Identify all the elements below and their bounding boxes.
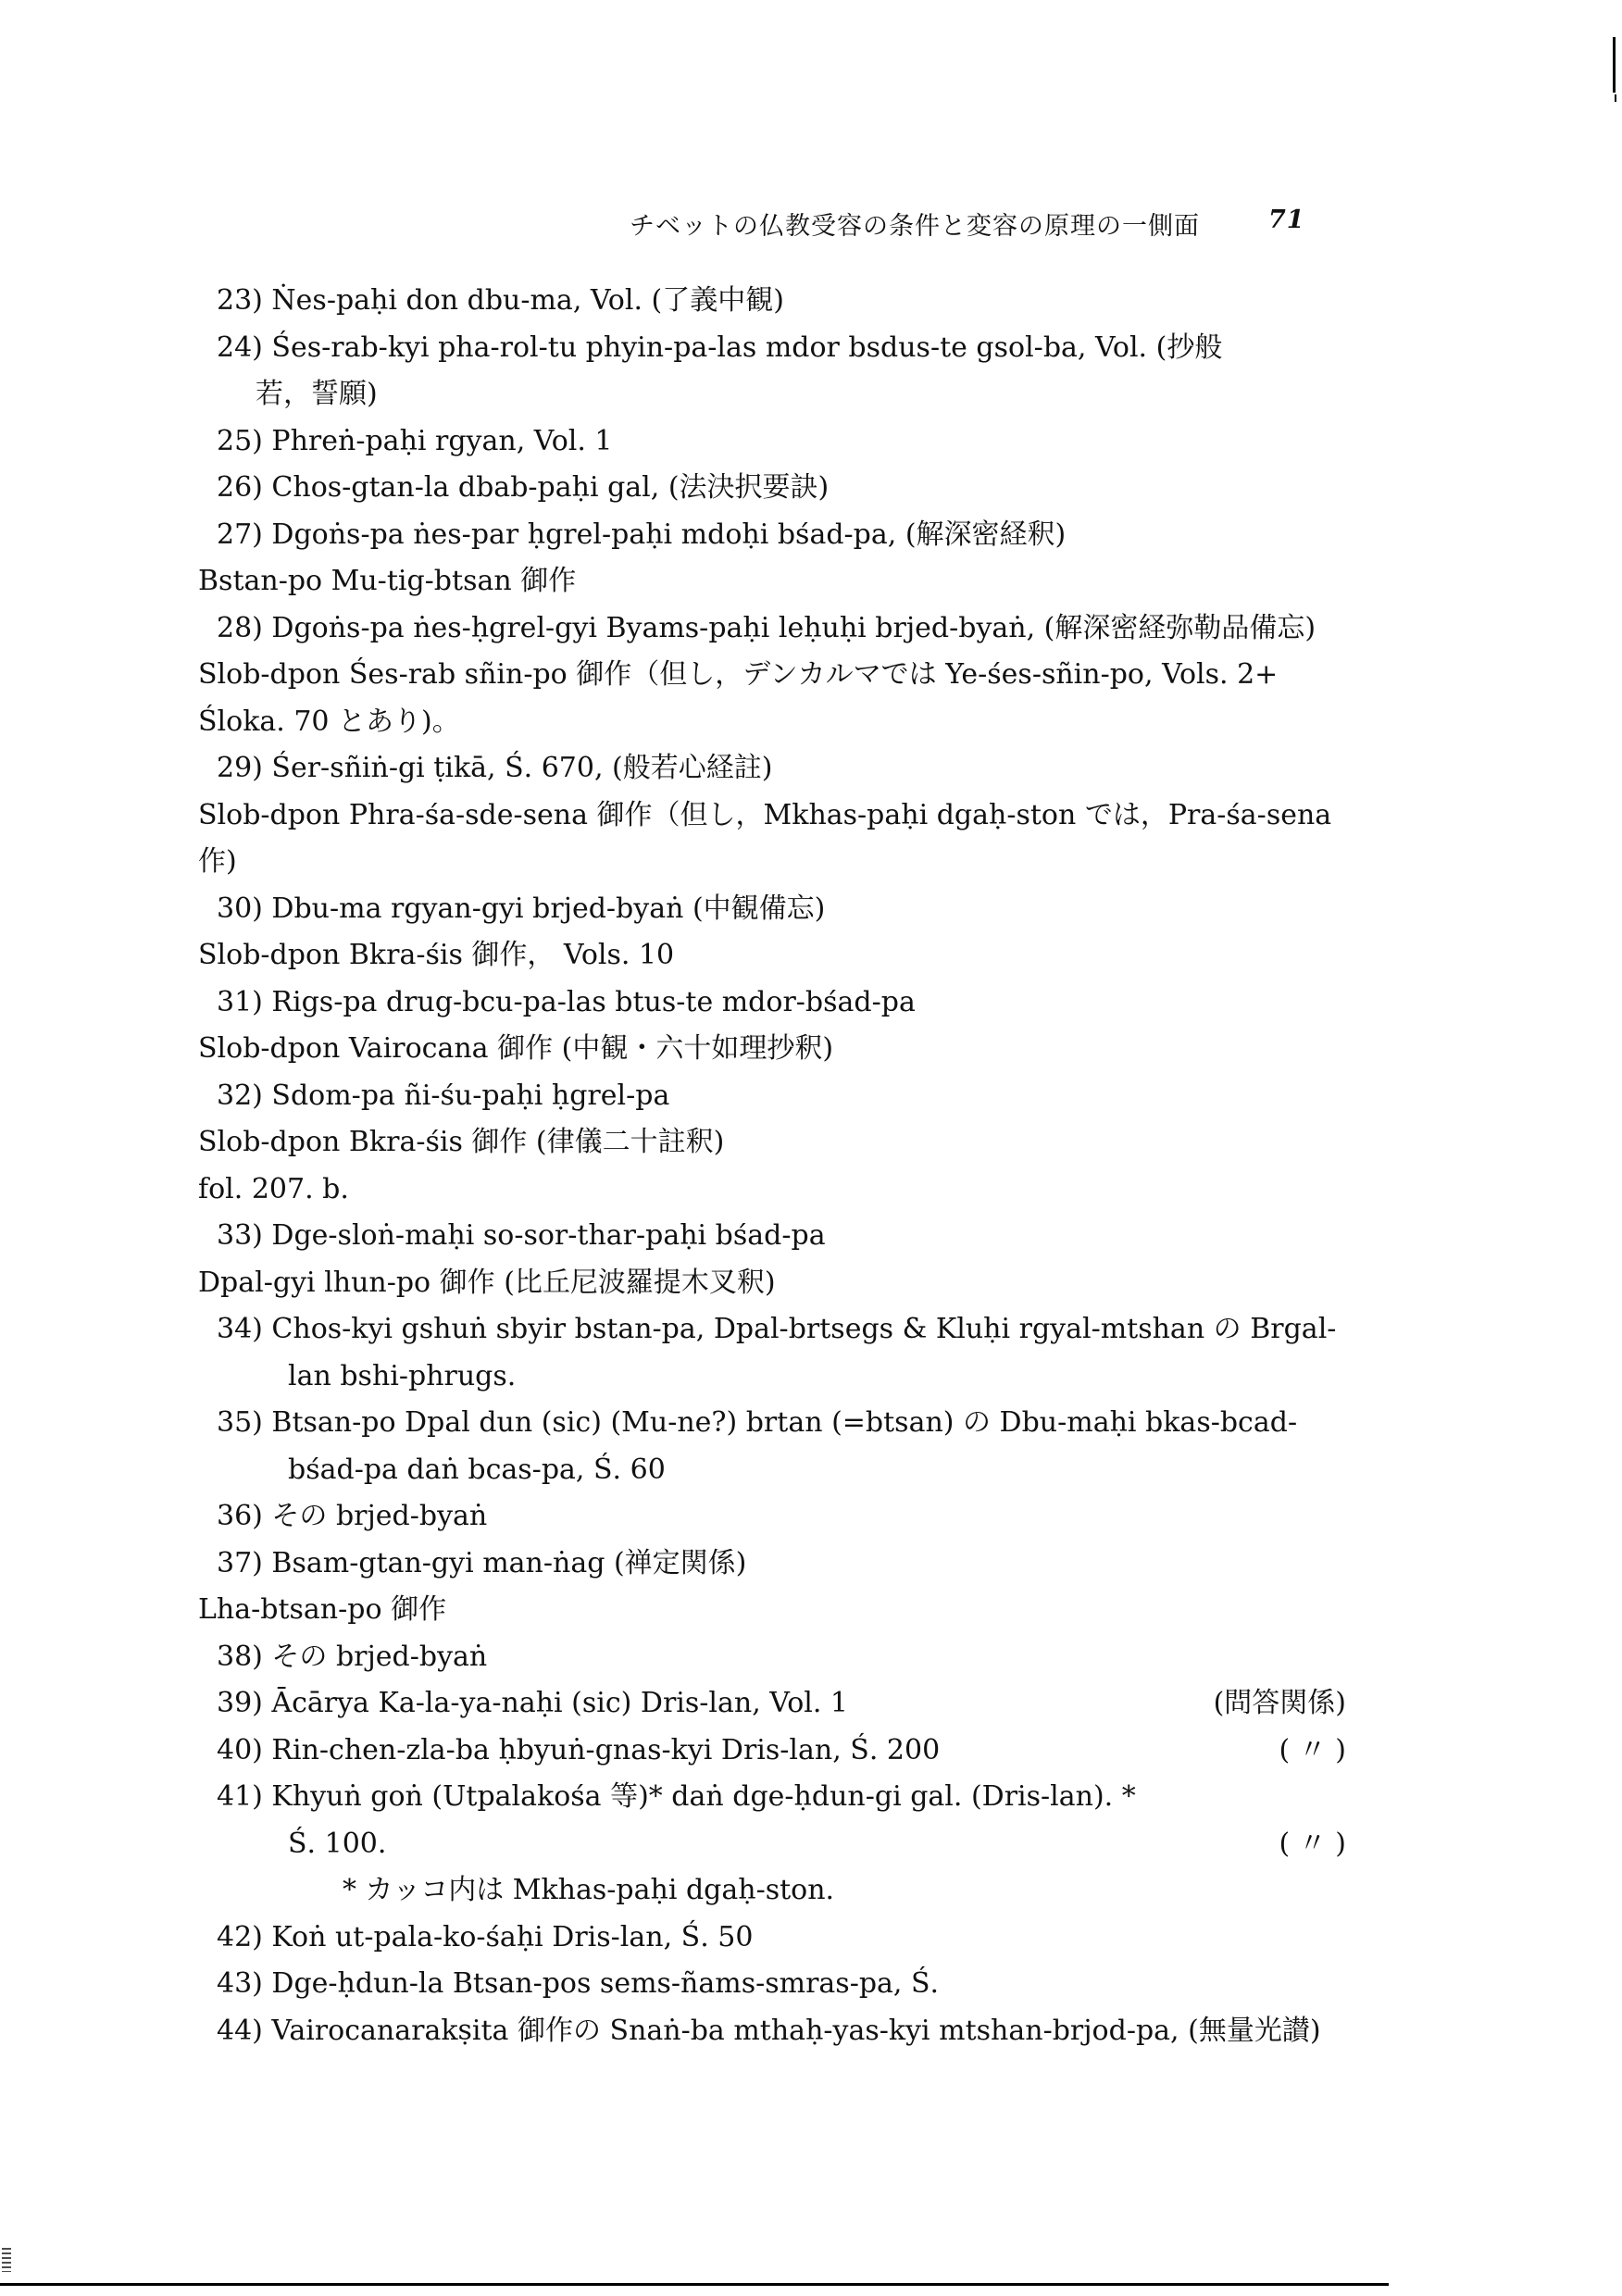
text-line [198, 418, 1346, 466]
line-text: 30) Dbu-ma rgyan-gyi brjed-byaṅ (中観備忘) [217, 892, 826, 925]
line-text: 39) Ācārya Ka-la-ya-naḥi (sic) Dris-lan, Vol. 1 [217, 1687, 849, 1719]
scan-edge-dot [1615, 94, 1616, 102]
text-line [198, 512, 1346, 559]
text-line [198, 2008, 1346, 2055]
text-line [198, 1867, 1346, 1915]
line-text: 38) その brjed-byaṅ [217, 1640, 488, 1673]
line-text: 36) その brjed-byaṅ [217, 1500, 488, 1532]
text-line [198, 1447, 1346, 1494]
text-line [198, 1400, 1346, 1447]
text-line [198, 1915, 1346, 1962]
text-line [198, 1821, 1346, 1868]
bibliography-list [198, 278, 1346, 2054]
line-category: (問答関係) [1213, 1687, 1346, 1719]
text-line [198, 325, 1346, 372]
text-line [198, 1541, 1346, 1588]
text-line [198, 371, 1346, 418]
text-line [198, 1774, 1346, 1821]
line-text: 25) Phreṅ-paḥi rgyan, Vol. 1 [217, 424, 613, 457]
line-text: lan bshi-phrugs. [288, 1359, 517, 1392]
text-line [198, 1493, 1346, 1541]
line-text: Slob-dpon Vairocana 御作 (中観・六十如理抄釈) [198, 1032, 834, 1065]
text-line [198, 1260, 1346, 1307]
text-line [198, 745, 1346, 792]
line-text: Slob-dpon Phra-śa-sde-sena 御作（但し，Mkhas-paḥi dgaḥ-ston では，Pra-śa-sena [198, 798, 1332, 831]
text-line [198, 1213, 1346, 1260]
line-text: Bstan-po Mu-tig-btsan 御作 [198, 565, 577, 597]
page-number: 71 [1268, 206, 1305, 234]
scan-speckle [2, 2248, 11, 2272]
line-text: Slob-dpon Bkra-śis 御作 (律儀二十註釈) [198, 1126, 725, 1158]
text-line [198, 792, 1346, 840]
line-text: Śloka. 70 とあり)。 [198, 705, 460, 738]
scan-bottom-edge [0, 2283, 1389, 2286]
line-category: ( 〃 ) [1279, 1733, 1346, 1766]
text-line [198, 1680, 1346, 1728]
text-line [198, 1634, 1346, 1681]
text-line [198, 1073, 1346, 1120]
line-text: 32) Sdom-pa ñi-śu-paḥi ḥgrel-pa [217, 1079, 670, 1112]
line-text: 若，誓願) [256, 378, 378, 410]
text-line [198, 1354, 1346, 1401]
text-line [198, 1728, 1346, 1775]
line-text: 29) Śer-sñiṅ-gi ṭikā, Ś. 670, (般若心経註) [217, 752, 773, 784]
text-line [198, 1961, 1346, 2008]
text-line [198, 932, 1346, 980]
line-text: 42) Koṅ ut-pala-ko-śaḥi Dris-lan, Ś. 50 [217, 1920, 754, 1953]
line-text: Dpal-gyi lhun-po 御作 (比丘尼波羅提木叉釈) [198, 1266, 776, 1299]
text-line [198, 1587, 1346, 1634]
line-text: 26) Chos-gtan-la dbab-paḥi gal, (法決択要訣) [217, 471, 830, 504]
text-line [198, 1119, 1346, 1167]
text-line [198, 652, 1346, 699]
text-line [198, 558, 1346, 605]
line-text: Slob-dpon Bkra-śis 御作， Vols. 10 [198, 939, 675, 971]
line-text: 24) Śes-rab-kyi pha-rol-tu phyin-pa-las mdor bsdus-te gsol-ba, Vol. (抄般 [217, 331, 1223, 364]
line-text: 33) Dge-sloṅ-maḥi so-sor-thar-paḥi bśad-pa [217, 1219, 826, 1252]
line-text: 44) Vairocanarakṣita 御作の Snaṅ-ba mthaḥ-yas-kyi mtshan-brjod-pa, (無量光讃) [217, 2014, 1321, 2047]
line-text: Slob-dpon Śes-rab sñin-po 御作（但し，デンカルマでは Ye-śes-sñin-po, Vols. 2+ [198, 658, 1279, 691]
line-text: 作) [198, 845, 237, 878]
line-text: 34) Chos-kyi gshuṅ sbyir bstan-pa, Dpal-brtsegs & Kluḥi rgyal-mtshan の Brgal- [217, 1313, 1337, 1345]
text-line [198, 980, 1346, 1027]
line-text: Ś. 100. [288, 1827, 387, 1860]
line-text: bśad-pa daṅ bcas-pa, Ś. 60 [288, 1453, 666, 1486]
line-text: 41) Khyuṅ goṅ (Utpalakośa 等)* daṅ dge-ḥdun-gi gal. (Dris-lan). * [217, 1780, 1136, 1813]
running-header [630, 206, 1305, 242]
line-text: 31) Rigs-pa drug-bcu-pa-las btus-te mdor-bśad-pa [217, 985, 916, 1018]
line-text: fol. 207. b. [198, 1172, 349, 1205]
line-category: ( 〃 ) [1279, 1827, 1346, 1860]
text-line [198, 465, 1346, 512]
line-text: 43) Dge-ḥdun-la Btsan-pos sems-ñams-smras-pa, Ś. [217, 1967, 940, 2000]
text-line [198, 1167, 1346, 1214]
header-title: チベットの仏教受容の条件と変容の原理の一側面 [630, 212, 1200, 241]
scan-edge-mark [1613, 37, 1616, 93]
text-line [198, 278, 1346, 325]
line-text: * カッコ内は Mkhas-paḥi dgaḥ-ston. [343, 1874, 835, 1906]
text-line [198, 839, 1346, 886]
line-text: 35) Btsan-po Dpal dun (sic) (Mu-ne?) brtan (=btsan) の Dbu-maḥi bkas-bcad- [217, 1406, 1298, 1439]
text-line [198, 699, 1346, 746]
text-line [198, 605, 1346, 653]
text-line [198, 886, 1346, 933]
text-line [198, 1026, 1346, 1073]
line-text: 28) Dgoṅs-pa ṅes-ḥgrel-gyi Byams-paḥi leḥuḥi brjed-byaṅ, (解深密経弥勒品備忘) [217, 611, 1316, 644]
line-text: 27) Dgoṅs-pa ṅes-par ḥgrel-paḥi mdoḥi bśad-pa, (解深密経釈) [217, 518, 1067, 551]
line-text: Lha-btsan-po 御作 [198, 1593, 447, 1626]
line-text: 40) Rin-chen-zla-ba ḥbyuṅ-gnas-kyi Dris-lan, Ś. 200 [217, 1733, 941, 1766]
text-line [198, 1306, 1346, 1354]
line-text: 23) Ṅes-paḥi don dbu-ma, Vol. (了義中観) [217, 284, 784, 317]
line-text: 37) Bsam-gtan-gyi man-ṅag (禅定関係) [217, 1546, 747, 1579]
